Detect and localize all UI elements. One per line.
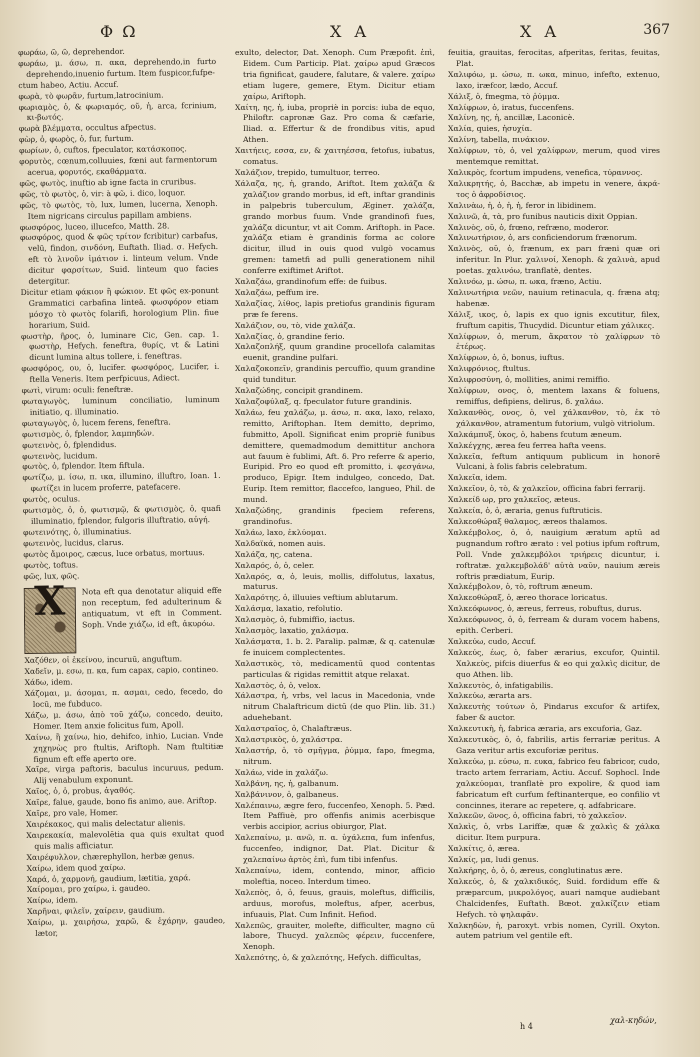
dictionary-entry: φωτίζω, μ. ίσω, π. ικα, illumino, illuftro, Ioan. 1. φωτίζει in lucem proferre, patefacere. [22, 471, 221, 494]
dictionary-entry: Χαλινὸς, οῦ, ὁ, frænum, ex parı fræni quæ ori inferitur. In Plur. χαλινοί, Xenoph. & χαλινὰ, apud poetas. χαλινόω, tranflatè, dentes. [448, 244, 660, 276]
dictionary-entry: Χαλκεύω, ærarta ars. [448, 691, 533, 701]
dictionary-entry: Χαλκεύς, ὁ, & χαλκιδικός, Suid. fordidum effe & præparcum, μικρολόγος, auari namque audiebant Chalcidenfes, Euftath. Bœot. χαλκίζειν etiam Hefych. τὸ ψηλαφᾶν. [448, 876, 660, 919]
dictionary-entry: φωσφόρος, quod & φῶς τρίτον fcribitur) carbafus, velū, findon, σινδόνη, Euftath. Iliad. σ. Hefych. eft τὸ λινοῦν ἱμάτιον i. linteum velum. Vnde dicitur φαρσίτων, Suid. linteum quo facies detergitur. [19, 231, 219, 286]
dictionary-entry: Χαλαστὸς, ὁ, ὁ, velox. [235, 680, 321, 690]
dictionary-entry: Χαλαζίας, ὁ, grandine ferio. [235, 331, 345, 341]
dictionary-entry: φωτισμὸς, ὁ, ὁ, φωτισμῷ, & φωτισμὸς, ὁ, quafi illuminatio, fplendor, fulgoris illuftratio, αὐγή. [22, 503, 221, 526]
dictionary-entry: Χαλάσματα, 1. b. 2. Paralip. palmæ, & q. catenulæ fe inuicem complectentes. [235, 636, 435, 657]
dictionary-entry: Χαίτη, ης, ἡ, iuba, propriè in porcis: iuba de equo, Philoftr. capronæ Gaz. Pro coma & cæfarie, Iliad. α. Effertur & de frondibus vitis, apud Athen. [235, 102, 435, 145]
dictionary-entry: φωτισμὸς, ὁ, fplendor, λαμπηδών. [21, 428, 155, 439]
dictionary-entry: Χαλκεύω, cudo, Accuf. [448, 636, 536, 646]
dictionary-entry: Χαῖρε, virga paftoris, baculus incuruus, pedum. Alij venabulum exponunt. [25, 763, 224, 786]
signature-mark: h 4 [520, 1022, 533, 1031]
dictionary-entry: Χαλδαϊκά, nomen auis. [235, 538, 326, 548]
dictionary-entry: φωτὸς, oculus. [22, 494, 81, 505]
dictionary-entry: Χαλκίτις, ὁ, ærea. [448, 844, 520, 854]
dictionary-entry: Χαρά, ὁ, χαρμονή, gaudium, lætitia, χαρά. [26, 872, 191, 884]
dictionary-entry: Χαλκηδὼν, ἡ, paroxyt. vrbis nomen, Cyrill. Oxyton. autem patrium vel gentile eft. [448, 920, 660, 941]
dictionary-entry: Χαλκεῶν, ῶνος, ὁ, officina fabri, τὸ χαλκεῖον. [448, 811, 627, 821]
dictionary-entry: φωράω, ῶ, ῶ, deprehendor. [18, 46, 125, 57]
dictionary-entry: Χαδεῖν, μ. εσω, π. κα, fum capax, capio, contineo. [24, 665, 219, 677]
header-right: Χ Α [520, 22, 561, 41]
dictionary-entry: φὼρ, ὁ, φωρὸς, ὁ, fur, furtum. [18, 134, 134, 145]
dictionary-entry: φωτὶ, virum: oculi: feneftræ. [21, 384, 134, 396]
dictionary-entry: Χαλαζοπλήξ, quum grandine procellofa calamitas euenit, grandine pulfari. [235, 342, 435, 363]
dictionary-entry: Χαλάω, laxo, ἐκλύομαι. [235, 527, 327, 537]
catchword: χαλ-κηδών, [610, 1016, 657, 1025]
dictionary-entry: Χάζω, μ. άσω, ἀπὸ τοῦ χάζω, concedo, deuito, Homer. Item anxie folicitus fum, Apoll. [24, 708, 224, 731]
column-left-entries [18, 46, 222, 582]
drop-cap-text: Nota eft qua denotatur aliquid effe non receptum, fed adulterinum & antiquatum, vt eft in Comment. Soph. Vnde χιάζω, id eft, ἀκυρόω. [81, 586, 222, 630]
column-left [18, 46, 225, 940]
dictionary-entry: φωτεινὸς, lucidum. [22, 450, 98, 461]
dictionary-entry: Χάδω, idem. [24, 677, 73, 688]
dictionary-entry: φωρὰ βλέμματα, occultus afpectus. [18, 122, 157, 134]
dictionary-entry: Χαλκήρης, ὁ, ὁ, ὁ, æreus, conglutinatus ære. [448, 865, 623, 875]
dictionary-entry: Χαλαστρικὸς, ὁ, χαλάστρα. [235, 735, 343, 745]
dictionary-entry: Χαιρέκακος, qui malis delectatur alienis. [26, 818, 186, 829]
dictionary-entry: Χαλαρός, α, ὁ, leuis, mollis, diffolutus, laxatus, maturus. [235, 571, 435, 592]
dictionary-entry: Χαῖρε, pro vale, Homer. [25, 808, 119, 819]
dictionary-entry: Χαλκεύς, έως, ὁ, faber ærarius, excufor, Quintil. Χαλκεὺς, pifcis diuerfus & eo qui χαλκὶς dicitur, de quo Athen. lib. [448, 647, 660, 679]
dictionary-entry: Χαίρομαι, pro χαίρω, i. gaudeo. [26, 884, 151, 895]
dictionary-entry: Χαλαρότης, ὁ, illuuies veftium ablutarum. [235, 593, 399, 603]
dictionary-entry: Χαλκεύω, μ. εύσω, π. ευκα, fabrico feu fabricor, cudo, tracto artem ferrariam, Actiu. Accuf. Sophocl. Inde χαλκεύομαι, tranflatè pro expolire, & quod iam fabricatum eft curfum feftinanterque, eo confilio vt concinnes, iterare ac repetere, q. adfabricare. [448, 756, 660, 810]
dictionary-entry: exulto, delector, Dat. Xenoph. Cum Præpofit. ἐπὶ, Eidem. Cum Particip. Plat. χαίρω apud Græcos tria fignificat, gaudere, falutare, & valere. χαίρω etiam lugere, gemere, Etym. Dicitur etiam χαίρω, Ariftoph. [235, 48, 435, 101]
dictionary-entry: φωταγωγὸς, ὁ, lucem ferens, feneftra. [21, 417, 171, 428]
dictionary-entry: Χαίρω, idem. [26, 895, 79, 906]
dictionary-entry: Χαλκέμβολος, ὁ, ὁ, nauigium æratum aptū ad pugnandum roftro ærato : vel potius ipfum roftrum, Poll. Vnde χαλκεμβόλοι τριήρεις dicuntur, i. roftratæ. χαλκεμβολάδ' αὐτὰ ναῦν, nauium æreis roftris prædiatum, Eurip. [448, 527, 660, 581]
dictionary-entry: Χαλεπότης, ὁ, & χαλεπότης, Hefych. difficultas, [235, 953, 422, 963]
dictionary-entry: Χαλαζοκοπεῖν, grandinis percuffio, quum grandine quid tunditur. [235, 364, 435, 385]
dictionary-entry: Χαλκευτικὸς, ὁ, ὁ, fabrilis, artis ferrariæ peritus. A Gaza veritur artis excuforiæ peritus. [448, 735, 660, 755]
dictionary-entry: Χαλκευτὸς, ὁ, infatigabilis. [448, 680, 554, 690]
dictionary-entry: φωσφόρος, ου, ὁ, lucifer. φωσφόρος, Lucifer, i. ftella Veneris. Item perfpicuus, Adiect. [21, 362, 220, 385]
dictionary-entry: φωταγωγὸς, luminum conciliatio, luminum initiatio, q. illuminatio. [21, 394, 220, 417]
dictionary-entry: Χαλαζοφύλαξ, q. fpeculator future grandinis. [235, 397, 412, 406]
dictionary-entry: Χαλίφρων, ὁ, ὁ, bonus, iuftus. [448, 353, 565, 363]
dictionary-entry: Χαλκέγχης, ærea feu ferrea hafta veens. [448, 440, 607, 450]
dictionary-entry: Χαίνω, ἢ χαίνω, hio, dehifco, inhio, Lucian. Vnde χηχηνὼς pro ftultis, Ariftoph. Nam ftultitiæ fignum eft effe aperto ore. [25, 730, 224, 764]
dictionary-entry: Χαλινὸς, οῦ, ὁ, frœno, refræno, moderor. [448, 222, 609, 232]
dictionary-entry: Χαλαστήρ, ὁ, τὸ σμῆγμα, ῥύμμα, fapo, fmegma, nitrum. [235, 746, 435, 766]
dictionary-entry: φωτεινὸς, lucidus, clarus. [23, 537, 124, 548]
dictionary-entry: Χάλιξ, ὁ, fmegma, τὸ ῥύμμα. [448, 91, 560, 101]
dictionary-entry: φῶς, lux, φῶς. [23, 570, 80, 581]
dictionary-entry: Dicitur etiam φάκιον ἢ φώκιον. Et φῶς ex-ponunt Grammatici carbafina linteā. φωσφόρον etiam μόσχο τὸ φωτὸς folarifi, horologium Plin. fiue horarium, Suid. [20, 285, 219, 330]
column-right-entries [448, 48, 660, 942]
dictionary-entry: Χαλάζα, ης, catena. [235, 549, 313, 559]
dictionary-entry: Χαλίφρων, ὁ, iratus, fuccenfens. [448, 102, 575, 112]
dictionary-entry: Χαλίφρων, ὁ, merum, ἄκρατον τὸ χαλίφρων τὸ ἑτέρως. [448, 331, 660, 352]
dictionary-entry: Χαιτήεις, εσσα, εν, & χαιτηέσσα, fetofus, iubatus, comatus. [235, 146, 435, 167]
dictionary-entry: φορυτὸς, cœnum,colluuies, fœni aut farmentorum acerua, φορυτός, εκαθάρματα. [19, 154, 218, 177]
header-left: Φ Ω [100, 22, 138, 41]
dictionary-entry: Χάλιξ, ικος, ὁ, lapis ex quo ignis excutitur, filex, fruftum capitis, Thucydid. Dicuntur etiam χάλικες. [448, 309, 660, 330]
dictionary-entry: Χαλεπαίνω, idem, contendo, minor, afficio moleftia, noceo. Interdum timeo. [235, 865, 435, 886]
dictionary-entry: Χαλκὶς, ὁ, vrbs Lariffæ, quæ & χαλκὶς & χάλκα dicitur. Item purpura. [448, 822, 660, 843]
dictionary-entry: Χαλβάνη, ης, ἡ, galbanum. [235, 778, 339, 788]
dictionary-entry: feuitia, grauitas, ferocitas, afperitas, feritas, feuitas, Plat. [448, 48, 660, 68]
dictionary-entry: Χαλκέμβολον, ὁ, τὸ, roftrum æneum. [448, 582, 593, 592]
dictionary-entry: Χαλβάνινον, ὁ, galbaneus. [235, 789, 339, 799]
column-left-entries-continued [24, 654, 225, 940]
dictionary-entry: φωρίων, ὁ, cuftos, fpeculator, κατάσκοπος. [19, 144, 187, 156]
dictionary-entry: Χαλάσμα, laxatio, refolutio. [235, 604, 343, 614]
dictionary-entry: φωσφόρος, luceo, illucefco, Matth. 28. [19, 220, 170, 232]
dictionary-entry: ctum habeo, Actiu. Accuf. [18, 79, 119, 90]
dictionary-entry: Χαζόθεν, οἱ ἐκείνου, incuruū, anguftum. [24, 654, 183, 666]
dictionary-entry: Χαλεπαίνω, μ. ανῶ, π. α. ὑχάλεπα, fum infenfus, fuccenfeo, indignor, Dat. Plat. Dicitur & χαλεπαίνω ἀρτὸς ἐπὶ, fum tibi infenfus. [235, 833, 435, 865]
dictionary-entry: Χαλκείδ ωρ, pro χαλκεῖος, æteus. [448, 495, 581, 505]
column-middle-entries [235, 48, 435, 964]
dictionary-entry: Χαρῆναι, φιλεῖν, χαίρειν, gaudium. [26, 905, 165, 917]
decorated-initial-letter: X [34, 577, 66, 626]
drop-cap-block [24, 577, 223, 654]
dictionary-entry: φωστὴρ, ῆρος, ὁ, luminare Cic, Gen. cap. 1. φωστὴρ, Hefych. feneftra, θυρίς, vt & Latini dicunt lumina altus tollere, i. feneftras. [20, 329, 220, 363]
dictionary-entry: Χαλάω, feu χαλάζω, μ. άσω, π. ακα, laxo, relaxo, remitto, Ariftophan. Item demitto, deprimo, fubmitto, Apoll. Significat enim propriè funibus demittere, quemadmodum demittitur anchora aut fauum è fublimi, Aft. δ. Pro referre & aperio, Euripid. Pro eo quod eft promitto, i. φεσγάνω, produco, Epigr. Item indulgeo, concedo, Dat. Eurip. Item remittor, flaccefco, langueo, Phil. de mund. [235, 407, 435, 505]
dictionary-entry: Χαλαζάω, peffum ire. [235, 287, 319, 297]
dictionary-entry: Χαλάω, vide in χαλάζω. [235, 767, 329, 777]
dictionary-entry: Χαλίφρων, ονος, ὁ, mentem laxans & foluens, remiffus, defipiens, delirus, δ. χαλάω. [448, 386, 660, 406]
dictionary-entry: φωτὸς, ὁ, fplendor. Item fiftula. [22, 461, 145, 472]
dictionary-entry: Χαλαζώδης, grandinis fpeciem referens, grandinofus. [235, 506, 435, 526]
dictionary-entry: Χαλιφρόνιος, ftultus. [448, 364, 531, 374]
dictionary-entry: Χαλκεῖα, feftum antiquum publicum in honorē Vulcani, à folis fabris celebratum. [448, 451, 660, 472]
dictionary-entry: Χάζομαι, μ. άσομαι, π. ασμαι, cedo, fecedo, do locū, me fubduco. [24, 687, 223, 709]
dictionary-entry: Χαιρέφυλλον, chærephyllon, herbæ genus. [26, 850, 195, 862]
dictionary-entry: Χαιρεκακία, malevolētia qua quis exultat quod quis malis afficiatur. [26, 828, 225, 851]
dictionary-entry: Χαλιφόω, μ. ώσω, π. ωκα, minuo, infefto, extenuo, laxo, iræfcor, lædo, Accuf. [448, 69, 660, 90]
dictionary-entry: Χαλκεία, ὁ, ὁ, ærariа, genus fuftruticis. [448, 506, 603, 516]
dictionary-entry: Χαλαζίας, λίθος, lapis pretiofus grandinis figuram præ fe ferens. [235, 298, 435, 319]
running-header [30, 22, 670, 46]
dictionary-entry: Χάλαζα, ης, ἡ, grando, Ariftot. Item χαλάζα & χαλάζιον grando morbus, id eft, inftar grandinis in palpebris tuberculum, Ægineт. χαλάζα, grando morbus fuum. Vnde grandinofi fues, χαλάζα dicuntur, vt ait Comm. Ariftoph. in Pace. χαλάζα etiam è grandinis forma ac colore dicitur, illud in ouis quod vulgò vocamus gremen: tametfi ad pulli generationem nihil conferre exiftimet Ariftot. [235, 178, 435, 276]
dictionary-entry: Χαλκεόφωνος, ὁ, æreus, ferreus, robuftus, durus. [448, 604, 642, 614]
dictionary-entry: Χαλικρὸς, fcortum impudens, venefica, τύραννος. [448, 167, 643, 177]
dictionary-entry: Χαλιφροσύνη, ὁ, mollities, animi remiffio. [448, 375, 610, 385]
page-number: 367 [643, 22, 670, 38]
dictionary-entry: Χαλικρητής, ὁ, Bacchæ, ab impetu in venere, ἀκρά-τος ὁ ἀφροδίσιος. [448, 178, 660, 199]
dictionary-entry: Χαίρω, idem quod χαίρω. [26, 862, 126, 873]
dictionary-entry: φῶς, τὸ φωτὸς, τὸ, lux, lumen, lucerna, Xenoph. Item nigricans circulus papillam ambiens. [19, 198, 218, 221]
dictionary-entry: Χαλαστραῖος, ὁ, Chalaftræus. [235, 724, 352, 734]
dictionary-entry: Χαῖρε, falue, gaude, bono fis animo, aue. Ariftop. [25, 796, 217, 808]
dictionary-entry: φωτεινότης, ὁ, illuminatius. [23, 526, 132, 537]
dictionary-entry: Χαλία, quies, ἡσυχία. [448, 124, 533, 134]
dictionary-entry: Χάλαστρα, ἡ, vrbs, vel lacus in Macedonia, vnde nitrum Chalaftricum dictū (de quo Plin. lib. 31.) aduehebant. [235, 691, 435, 723]
dictionary-entry: Χαλκεῖον, ὁ, τὸ, & χαλκεῖον, officina fabri ferrarij. [448, 484, 646, 494]
dictionary-entry: Χαλινόω, μ. ώσω, π. ωκα, fræno, Actiu. [448, 277, 602, 287]
dictionary-entry: Χαλκεῖα, idem. [448, 473, 508, 483]
dictionary-entry: Χαῖος, ὁ, ὁ, probus, ἀγαθός. [25, 786, 136, 797]
dictionary-entry: φωράω, μ. άσω, π. ακα, deprehendo,in furto deprehendo,inuenio furtum. Item fuspicor,fufpe- [18, 56, 217, 79]
dictionary-entry: Χαλκευτὴς τούτων ὁ, Pindarus excufor & artifex, faber & auctor. [448, 702, 660, 723]
dictionary-entry: φωριαμὸς, ὁ, & φωριαμός, οῦ, ἡ, arca, fcrinium, κι-βωτός. [18, 100, 217, 123]
dictionary-entry: φῶς, φωτὸς, inuftio ab igne facta in cruribus. [19, 177, 197, 188]
dictionary-entry: Χαλκεοθώραξ, ὁ, æreo thorace loricatus. [448, 593, 608, 603]
dictionary-entry: Χαλεπῶς, grauiter, molefte, difficulter, magno cū labore, Thucyd. χαλεπῶς φέρειν, fuccenfere, Xenoph. [235, 920, 435, 952]
dictionary-entry: Χαλάζιον, trepido, tumultuor, terreo. [235, 167, 380, 177]
dictionary-entry: Χαλάζιον, ου, τὸ, vide χαλάζα. [235, 320, 356, 330]
dictionary-entry: Χαλκευτικὴ, ἡ, fabrica ærariа, ars excuforia, Gaz. [448, 724, 643, 734]
dictionary-entry: Χαλεπὸς, ὁ, ὁ, feuus, grauis, moleftus, difficilis, arduus, morofus, moleftus, afper, acerbus, infuauis, Plat. Cum Infinit. Hefiod. [235, 887, 435, 919]
dictionary-entry: φωτὸς, toftus. [23, 559, 79, 570]
dictionary-entry: φωτὸς ἄμοιρος, cæcus, luce orbatus, mortuus. [23, 547, 205, 559]
dictionary-entry: φῶς, τὸ φωτὸς, ὁ, vir: à φῶ, i. dico, loquor. [19, 188, 186, 199]
dictionary-entry: Χαλινωτήρια νεῶν, nauium retinacula, q. fræna atq; habenæ. [448, 287, 660, 308]
header-middle: Χ Α [330, 22, 371, 41]
dictionary-entry: Χαλαζώδης, concipit grandinem. [235, 386, 363, 396]
dictionary-entry: Χαλινωτήριον, ὁ, ars conficiendorum frænorum. [448, 233, 638, 243]
dictionary-entry: Χαλκανθὸς, ονος, ὁ, vel χάλκανθον, τὸ, ἐκ τὸ χάλκανθον, atramentum futorium, vulgò vitriolum. [448, 407, 660, 428]
dictionary-entry: Χαλαρός, ὁ, ὁ, celer. [235, 560, 315, 570]
dictionary-entry: Χαίρω, μ. χαιρήσω, χαρῶ, & ἐχάρην, gaudeo, lætor, [27, 916, 226, 938]
dictionary-entry: Χαλινῶ, ἀ, τὰ, pro funibus nauticis dixit Oppian. [448, 211, 638, 221]
dictionary-entry: Χαλέπαινω, ægre fero, fuccenfeo, Xenoph. 5. Pæd. Item Paffiuè, pro offenfis animis acerbisque verbis accipior, acrius obiurgor, Plat. [235, 800, 435, 832]
dictionary-entry: Χαλαζάω, grandinofum effe: de fuibus. [235, 277, 387, 287]
dictionary-entry: Χαλαστικὸς, τὸ, medicamentū quod contentas particulas & rigidas remittit atque relaxat. [235, 658, 435, 679]
dictionary-entry: Χαλκίς, μα, ludi genus. [448, 855, 539, 865]
dictionary-entry: Χαλκεόφωνος, ὁ, ὁ, ferream & duram vocem habens, epith. Cerberi. [448, 615, 660, 636]
dictionary-entry: Χαλίνη, ης, ἡ, ancillæ, Laconicè. [448, 113, 575, 123]
dictionary-entry: φωτεινὸς, ὁ, fplendidus. [22, 439, 117, 450]
column-middle [235, 48, 435, 964]
column-right [448, 48, 660, 942]
dictionary-entry: Χαλασμὸς, laxatio, χαλάσμα. [235, 626, 349, 636]
dictionary-entry: Χαλκάμπυξ, ὑκος, ὁ, habens fcutum æneum. [448, 429, 622, 439]
dictionary-entry: Χαλίνη, tabella, πινάκιον. [448, 135, 550, 145]
dictionary-entry: Χαλασμὸς, ὁ, fubmiffio, iactus. [235, 615, 355, 625]
dictionary-entry: Χαλίφρων, τὸ, ὁ, vel χαλίφρων, merum, quod vires mentemque remittat. [448, 146, 660, 167]
dictionary-entry: φωρὰ, τὸ φωρᾶν, furtum,latrocinium. [18, 90, 164, 101]
dictionary-entry: Χαλινὰω, ἡ, ὁ, ἡ, ἡ, feror in libidinem. [448, 200, 597, 210]
decorated-initial [24, 577, 77, 655]
dictionary-entry: Χαλκεοθώραξ θαλαμος, æreos thalamos. [448, 516, 608, 526]
